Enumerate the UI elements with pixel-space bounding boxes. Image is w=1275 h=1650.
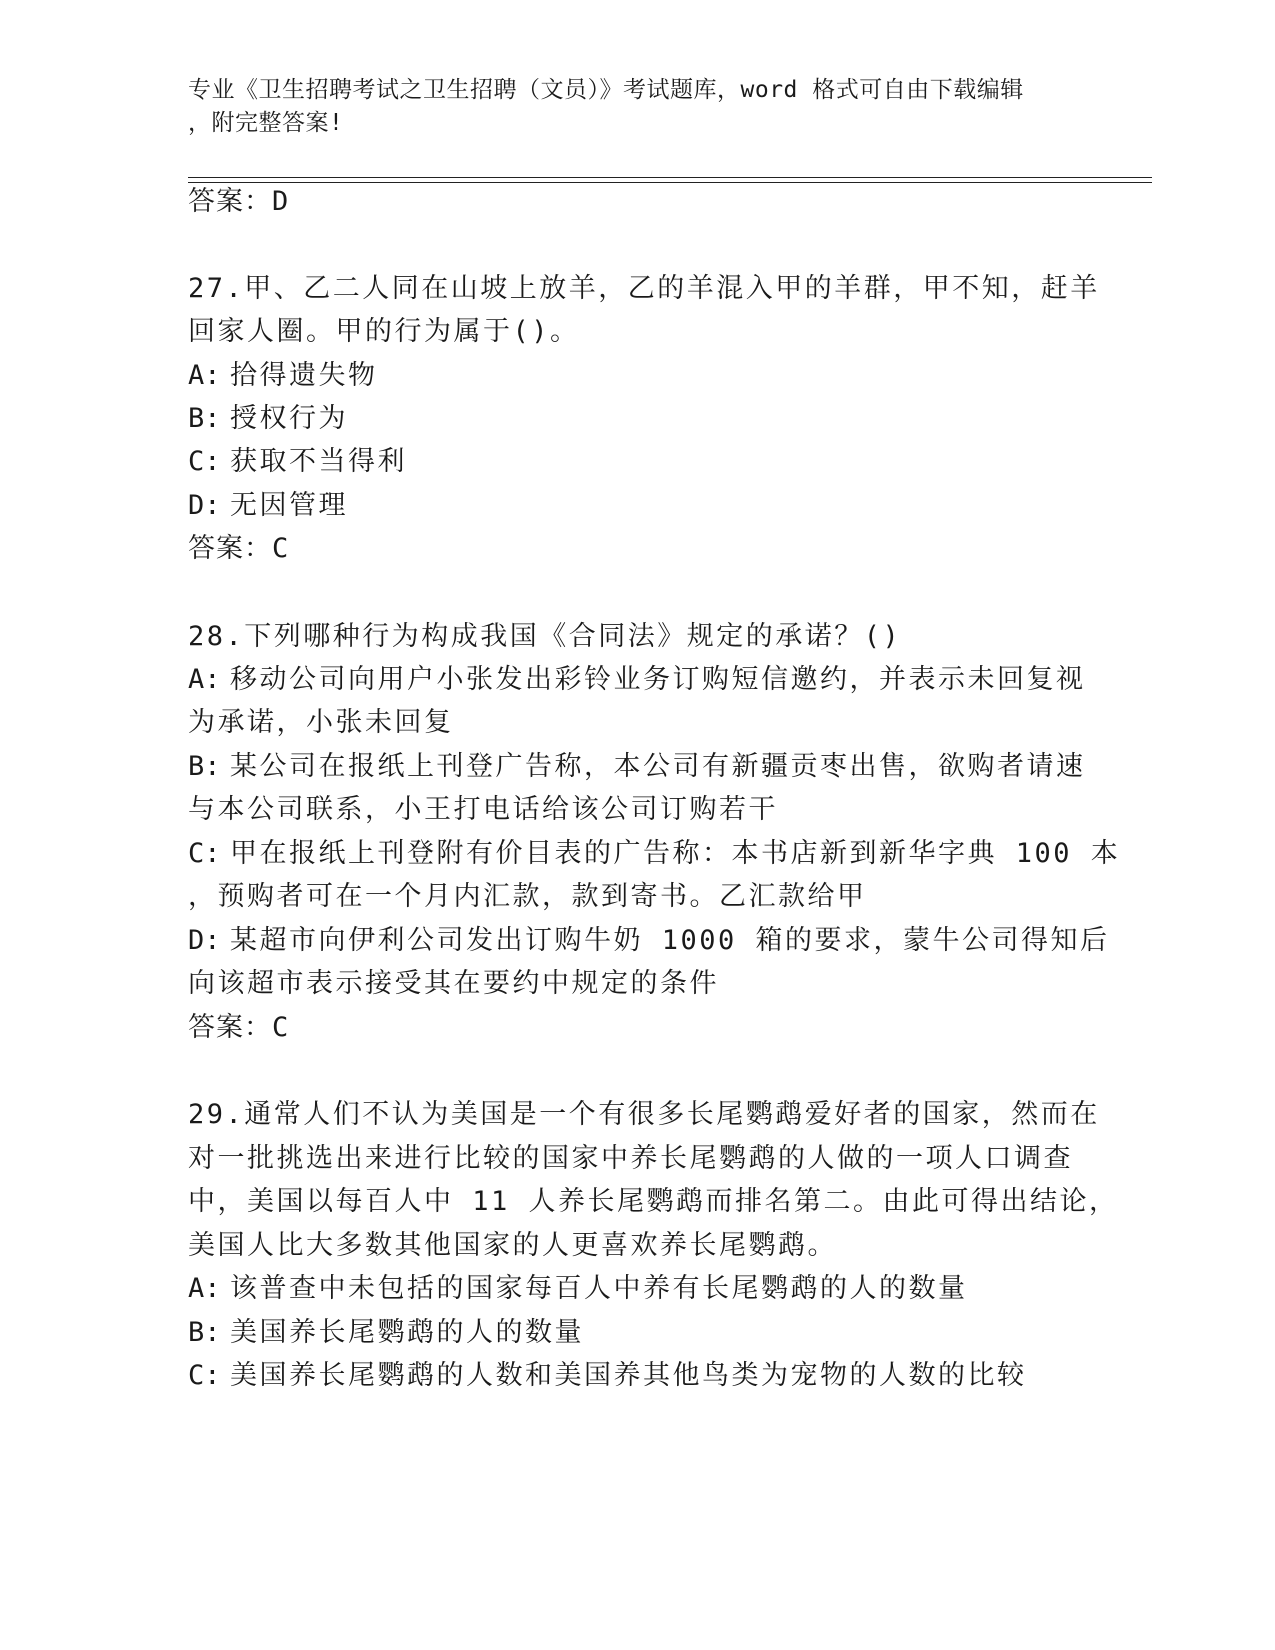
option-c-continued: ，预购者可在一个月内汇款，款到寄书。乙汇款给甲 [188,881,867,912]
question-answer: 答案：C [188,533,290,564]
option-text: 获取不当得利 [230,446,407,477]
previous-answer: 答案：D [188,186,290,217]
option-label: D: [188,925,221,956]
option-b [188,401,348,437]
option-a [188,1271,968,1307]
question-text-line: 回家人圈。甲的行为属于()。 [188,316,580,347]
option-text: 美国养长尾鹦鹉的人数和美国养其他鸟类为宠物的人数的比较 [230,1360,1027,1391]
option-text: 移动公司向用户小张发出彩铃业务订购短信邀约，并表示未回复视 [230,664,1086,695]
option-label: A: [188,360,221,391]
question-text-line: 中，美国以每百人中 11 人养长尾鹦鹉而排名第二。由此可得出结论， [188,1186,1119,1217]
option-b [188,1315,584,1351]
option-text: 美国养长尾鹦鹉的人的数量 [230,1317,584,1348]
option-label: A: [188,1273,221,1304]
option-text: 甲在报纸上刊登附有价目表的广告称：本书店新到新华字典 100 本 [230,838,1121,869]
option-c [188,1358,1027,1394]
option-a-continued: 为承诺，小张未回复 [188,707,454,738]
option-text: 某公司在报纸上刊登广告称，本公司有新疆贡枣出售，欲购者请速 [230,751,1086,782]
option-b-continued: 与本公司联系，小王打电话给该公司订购若干 [188,794,778,825]
option-label: C: [188,838,221,869]
option-c [188,444,407,480]
option-label: B: [188,403,221,434]
option-label: C: [188,446,221,477]
option-label: C: [188,1360,221,1391]
option-label: B: [188,751,221,782]
document-header [188,74,1068,140]
question-text-line: 对一批挑选出来进行比较的国家中养长尾鹦鹉的人做的一项人口调查 [188,1143,1073,1174]
question-answer: 答案：C [188,1012,290,1043]
question-text-line: 28.下列哪种行为构成我国《合同法》规定的承诺？() [188,621,902,652]
question-text-line: 29.通常人们不认为美国是一个有很多长尾鹦鹉爱好者的国家，然而在 [188,1099,1100,1130]
header-divider-top [188,177,1152,178]
question-text-line: 27.甲、乙二人同在山坡上放羊，乙的羊混入甲的羊群，甲不知，赶羊 [188,273,1100,304]
option-text: 该普查中未包括的国家每百人中养有长尾鹦鹉的人的数量 [230,1273,968,1304]
option-a [188,358,378,394]
header-divider-bottom [188,182,1152,183]
option-d [188,923,1110,959]
option-text: 某超市向伊利公司发出订购牛奶 1000 箱的要求，蒙牛公司得知后 [230,925,1110,956]
option-label: D: [188,490,221,521]
header-line-1: 专业《卫生招聘考试之卫生招聘（文员）》考试题库，word 格式可自由下载编辑 [188,77,1024,103]
option-text: 无因管理 [230,490,348,521]
question-text-line: 美国人比大多数其他国家的人更喜欢养长尾鹦鹉。 [188,1230,837,1261]
option-text: 授权行为 [230,403,348,434]
option-b [188,749,1086,785]
option-label: B: [188,1317,221,1348]
option-c [188,836,1120,872]
option-d-continued: 向该超市表示接受其在要约中规定的条件 [188,968,719,999]
option-a [188,662,1086,698]
option-text: 拾得遗失物 [230,360,378,391]
option-label: A: [188,664,221,695]
header-line-2: ，附完整答案! [188,110,344,136]
option-d [188,488,348,524]
